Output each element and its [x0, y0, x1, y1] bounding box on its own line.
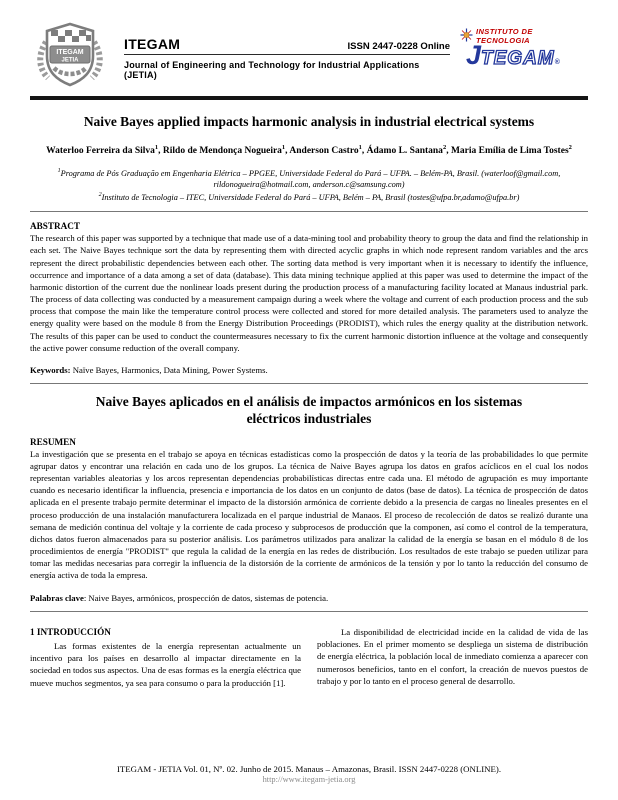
- journal-header: [30, 24, 588, 93]
- issn-label: ISSN 2447-0228 Online: [347, 41, 450, 52]
- body-columns: [30, 626, 588, 689]
- resumen-text: La investigación que se presenta en el trabajo se apoya en técnicas estadísticas como la prospección de datos y la teoría de las probabilidades lo que permite agrupar datos y encontrar una relación en cada uno de los grupos. La técnica de Naive Bayes agrupa los datos en grafos acíclicos en el cual los nodos representan variables aleatorias y los arcos representan dependencias probabilísticas directas entre cada una. El método de agrupación es muy importante cuando es necesario identificar la influencia, presencia e importancia de los datos en un conjunto de datos (base de datos). La técnica de prospección de datos aplicada en el presente trabajo permite determinar el impacto de la distorsión armónica de corriente debido a la presencia de cargas no lineales presentes en el proceso producción de una instalación manufacturera localizada en el parque industrial de Manaos. El proceso de recolección de datos se realizó durante una semana de medición continua del voltaje y la corriente de cada proceso y subprocesos de producción que la componen, así como el control de la temperatura, dichos datos fueron almacenados para su posterior análisis. Los parámetros utilizados para analizar la calidad de la energía se basan en el módulo 8 de los procedimientos de energía "PRODIST" que regula la calidad de la energía en las redes de distribución. Los resultados de este trabajo se pueden utilizar para tomar las medidas necesarias para corregir la influencia de la distorsión de la corriente de armónicos de la tensión y por lo tanto la reducción del consumo de energía activa de toda la empresa.: [30, 448, 588, 581]
- page-footer: [0, 764, 618, 784]
- crest-icon: [30, 22, 110, 88]
- keywords-line: [30, 365, 588, 375]
- affiliation: $^2$Instituto de Tecnologia – ITEC, Universidade Federal do Pará – UFPA, Belém – PA, Brasil (tostes@ufpa.br,adamo@ufpa.br): [98, 191, 520, 202]
- journal-abbrev: ITEGAM: [124, 36, 181, 52]
- section-divider: [30, 611, 588, 612]
- affiliations-block: [56, 167, 562, 203]
- author: Maria Emília de Lima Tostes$^2$: [450, 143, 572, 156]
- section-divider: [30, 383, 588, 384]
- left-column: [30, 626, 301, 689]
- keywords-label: Keywords:: [30, 364, 71, 375]
- author: Anderson Castro$^1$,: [289, 143, 367, 156]
- intro-paragraph-left: Las formas existentes de la energía representan actualmente un incentivo para los países en desarrollo al impactar directamente en la sociedad en todos sus aspectos. Una de esas formas es la energía eléctrica que mueve muchos segmentos, ya sea para consumo o para la producción [1].: [30, 640, 301, 688]
- svg-text:ITEGAM: ITEGAM: [56, 49, 84, 56]
- keywords-value: Naïve Bayes, Harmonics, Data Mining, Power Systems.: [70, 364, 268, 375]
- wordmark-j: J: [466, 40, 482, 71]
- journal-name: Journal of Engineering and Technology for Industrial Applications (JETIA): [124, 60, 420, 80]
- paper-title-es: Naive Bayes aplicados en el análisis de impactos armónicos en los sistemas eléctricos industriales: [95, 393, 523, 426]
- affiliation: $^1$Programa de Pós Graduação em Engenharia Elétrica – PPGEE, Universidade Federal do Pará – UFPA. – Belém-PA, Brasil. (waterloof@gmail.com, rildonogueira@hotmail.com, anderson.c@samsung.com): [57, 167, 561, 190]
- palabras-clave-label: Palabras clave: [30, 592, 84, 603]
- svg-text:JETIA: JETIA: [61, 57, 79, 64]
- right-column: [317, 626, 588, 689]
- abstract-text: The research of this paper was supported by a technique that made use of a data-mining tool and probability theory to group the data and find the relationship in each set. The Naive Bayes technique sort the data by representing them with directed acyclic graphs in which node represent random variables and the arcs represent the direct probabilistic dependencies between each other. The sorting data method is very important when it is necessary to identify the influence, occurrence and importance of a data among a set of data (database). This data mining technique applied at this paper was used to determine the impact of the harmonic distortion of the current due the nonlinear loads present during the production process of a manufacturing facility located at Manaus industrial park. The process of data collecting was conducted by a measurement campaign during a week where the voltage and current of each production process and the sub process that compose the main like the temperature control process were collected and stored for more detailed analysis. The parameters used to analyze the energy quality were based on the module 8 from the Energy Distribution Proceedings (PRODIST), which rules the energy quality at the distribution network. The results of this paper can be used to conduct the countermeasures necessary to fix the current harmonic distortion influence at the voltage and consequently the active power consume reduction of the overall company.: [30, 233, 588, 353]
- footer-url[interactable]: http://www.itegam-jetia.org: [262, 775, 356, 784]
- intro-heading: 1 INTRODUCCIÓN: [30, 626, 111, 637]
- author: Rildo de Mendonça Nogueira$^1$,: [162, 143, 290, 156]
- itegam-wordmark: [466, 42, 588, 70]
- wordmark-rest: TEGAM: [481, 48, 555, 70]
- instituto-tecnologia-logo: [460, 24, 588, 70]
- abstract-heading: ABSTRACT: [30, 221, 81, 232]
- institute-name-line2: TECNOLOGIA: [476, 35, 530, 45]
- author: Waterloo Ferreira da Silva$^1$,: [46, 143, 163, 156]
- registered-mark: ®: [554, 59, 560, 67]
- intro-paragraph-right: La disponibilidad de electricidad incide en la calidad de vida de las poblaciones. En el primer momento se despliega un sistema de distribución de energía eléctrica, la población local de inmediato comienza a aparecer con numerosos beneficios, tanto en el confort, la creación de nuevos puestos de trabajo y por lo tanto en el proceso general de desarrollo.: [317, 626, 588, 686]
- footer-citation: ITEGAM - JETIA Vol. 01, Nº. 02. Junho de 2015. Manaus – Amazonas, Brasil. ISSN 2447-0228 (ONLINE).: [116, 764, 502, 774]
- resumen-heading: RESUMEN: [30, 436, 76, 447]
- palabras-clave-line: [30, 593, 588, 603]
- itegam-jetia-crest-logo: [30, 22, 110, 93]
- journal-masthead: [124, 24, 450, 80]
- authors-line: [36, 143, 582, 158]
- section-divider: [30, 211, 588, 212]
- palabras-clave-value: : Naive Bayes, armónicos, prospección de datos, sistemas de potencia.: [83, 592, 329, 603]
- institute-name-line1: INSTITUTO DE: [476, 27, 533, 36]
- header-divider: [30, 96, 588, 100]
- paper-title-en: Naive Bayes applied impacts harmonic analysis in industrial electrical systems: [83, 113, 535, 129]
- author: Ádamo L. Santana$^2$,: [366, 143, 451, 156]
